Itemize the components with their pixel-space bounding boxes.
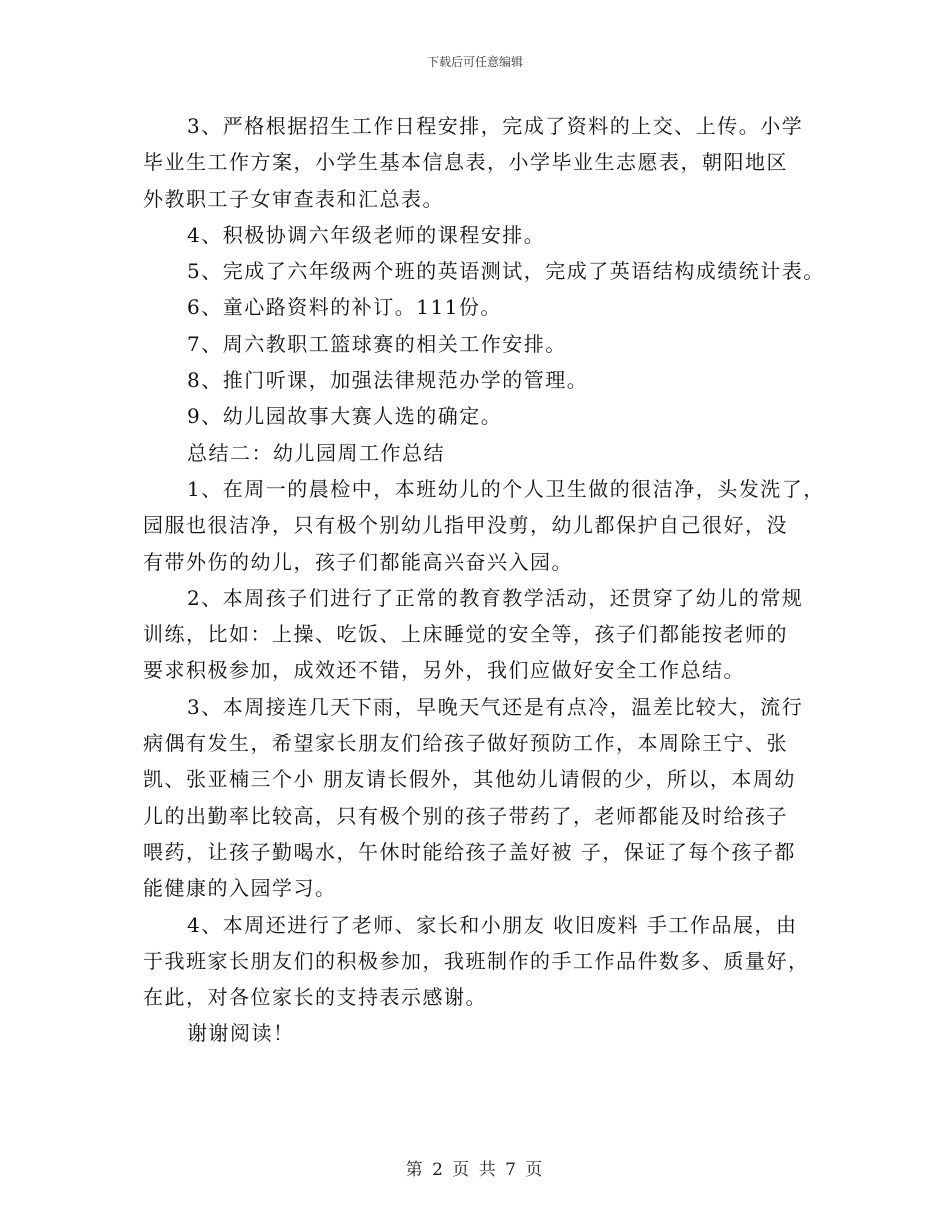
paragraph-line: 外教职工子女审查表和汇总表。 [143, 186, 444, 211]
paragraph-line: 在此，对各位家长的支持表示感谢。 [143, 985, 487, 1010]
page-header: 下载后可任意编辑 [426, 55, 523, 69]
paragraph-line: 园服也很洁净，只有极个别幼儿指甲没剪，幼儿都保护自己很好，没 [143, 513, 788, 538]
paragraph-line: 于我班家长朋友们的积极参加，我班制作的手工作品件数多、质量好， [143, 948, 810, 973]
paragraph-line: 要求积极参加，成效还不错，另外，我们应做好安全工作总结。 [143, 658, 745, 683]
paragraph-line: 毕业生工作方案，小学生基本信息表，小学毕业生志愿表，朝阳地区 [143, 150, 788, 175]
paragraph-line: 4、积极协调六年级老师的课程安排。 [187, 222, 546, 247]
paragraph-line: 5、完成了六年级两个班的英语测试，完成了英语结构成绩统计表。 [187, 259, 825, 284]
closing-line: 谢谢阅读！ [187, 1021, 295, 1046]
paragraph-line: 有带外伤的幼儿，孩子们都能高兴奋兴入园。 [143, 549, 573, 574]
document-body [143, 108, 833, 1052]
page-footer: 第 2 页 共 7 页 [405, 1160, 545, 1180]
paragraph-line: 1、在周一的晨检中，本班幼儿的个人卫生做的很洁净，头发洗了， [187, 476, 825, 501]
paragraph-line: 喂药，让孩子勤喝水，午休时能给孩子盖好被 子，保证了每个孩子都 [143, 839, 796, 864]
paragraph-line: 7、周六教职工篮球赛的相关工作安排。 [187, 331, 567, 356]
paragraph-line: 3、严格根据招生工作日程安排，完成了资料的上交、上传。小学 [187, 114, 804, 138]
paragraph-line: 3、本周接连几天下雨，早晚天气还是有点冷，温差比较大，流行 [187, 694, 804, 719]
section-heading: 总结二：幼儿园周工作总结 [187, 440, 445, 465]
paragraph-line: 训练，比如：上操、吃饭、上床睡觉的安全等，孩子们都能按老师的 [143, 622, 788, 647]
paragraph-line: 6、童心路资料的补订。111份。 [187, 295, 502, 320]
paragraph-line: 9、幼儿园故事大赛人选的确定。 [187, 404, 503, 429]
paragraph-line: 凯、张亚楠三个小 朋友请长假外，其他幼儿请假的少，所以，本周幼 [143, 767, 796, 792]
paragraph-line: 2、本周孩子们进行了正常的教育教学活动，还贯穿了幼儿的常规 [187, 585, 804, 610]
paragraph-line: 儿的出勤率比较高，只有极个别的孩子带药了，老师都能及时给孩子 [143, 803, 788, 828]
paragraph-line: 能健康的入园学习。 [143, 876, 337, 901]
paragraph-line: 病偶有发生，希望家长朋友们给孩子做好预防工作，本周除王宁、张 [143, 731, 788, 756]
paragraph-line: 4、本周还进行了老师、家长和小朋友 收旧废料 手工作品展，由 [187, 912, 798, 937]
paragraph-line: 8、推门听课，加强法律规范办学的管理。 [187, 368, 589, 393]
